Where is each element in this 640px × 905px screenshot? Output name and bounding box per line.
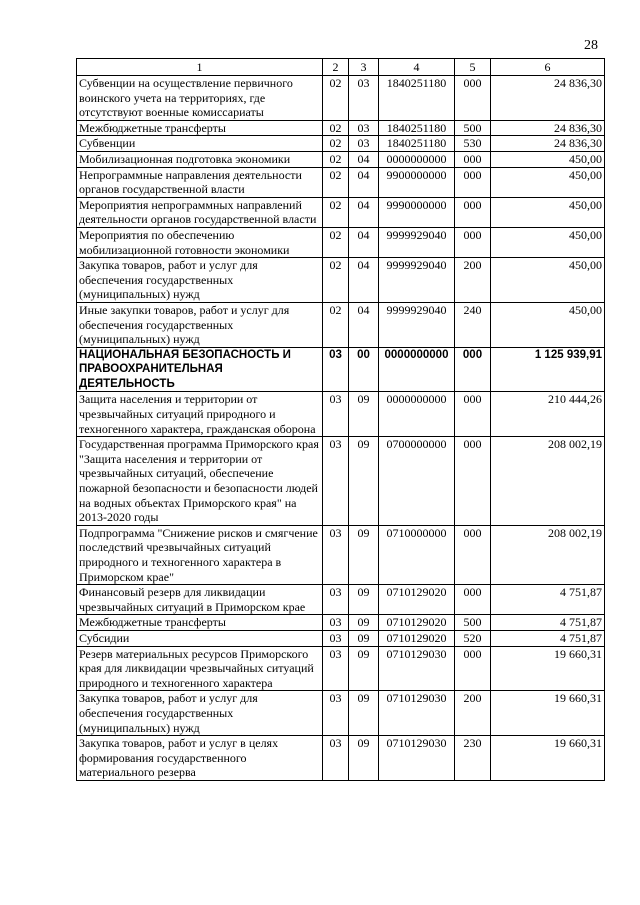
row-code-cell: 0710129030 bbox=[379, 646, 455, 691]
row-code-cell: 02 bbox=[323, 167, 349, 197]
page-number: 28 bbox=[584, 38, 598, 53]
row-code-cell: 09 bbox=[349, 525, 379, 584]
row-code-cell: 02 bbox=[323, 227, 349, 257]
row-amount-cell: 208 002,19 bbox=[491, 437, 605, 526]
row-code-cell: 0710129020 bbox=[379, 585, 455, 615]
row-code-cell: 03 bbox=[323, 392, 349, 437]
row-code-cell: 02 bbox=[323, 151, 349, 167]
table-row bbox=[77, 120, 605, 136]
row-name-cell: Закупка товаров, работ и услуг в целях формирования государственного материального резерва bbox=[77, 736, 323, 781]
row-code-cell: 1840251180 bbox=[379, 76, 455, 121]
row-code-cell: 04 bbox=[349, 227, 379, 257]
row-code-cell: 09 bbox=[349, 615, 379, 631]
table-row bbox=[77, 151, 605, 167]
row-name-cell: Межбюджетные трансферты bbox=[77, 120, 323, 136]
row-name-cell: Непрограммные направления деятельности органов государственной власти bbox=[77, 167, 323, 197]
row-amount-cell: 4 751,87 bbox=[491, 630, 605, 646]
row-code-cell: 000 bbox=[455, 227, 491, 257]
column-header: 4 bbox=[379, 59, 455, 76]
row-code-cell: 03 bbox=[349, 76, 379, 121]
row-name-cell: Межбюджетные трансферты bbox=[77, 615, 323, 631]
row-code-cell: 200 bbox=[455, 258, 491, 303]
row-code-cell: 09 bbox=[349, 691, 379, 736]
table-row bbox=[77, 585, 605, 615]
table-row bbox=[77, 392, 605, 437]
row-name-cell: Мероприятия непрограммных направлений деятельности органов государственной власти bbox=[77, 197, 323, 227]
row-code-cell: 03 bbox=[323, 646, 349, 691]
row-code-cell: 0700000000 bbox=[379, 437, 455, 526]
row-code-cell: 09 bbox=[349, 630, 379, 646]
row-code-cell: 03 bbox=[323, 691, 349, 736]
column-header: 2 bbox=[323, 59, 349, 76]
row-code-cell: 230 bbox=[455, 736, 491, 781]
row-code-cell: 09 bbox=[349, 392, 379, 437]
row-amount-cell: 24 836,30 bbox=[491, 76, 605, 121]
row-code-cell: 1840251180 bbox=[379, 136, 455, 152]
row-code-cell: 9900000000 bbox=[379, 167, 455, 197]
row-amount-cell: 19 660,31 bbox=[491, 736, 605, 781]
row-name-cell: Закупка товаров, работ и услуг для обеспечения государственных (муниципальных) нужд bbox=[77, 258, 323, 303]
row-code-cell: 04 bbox=[349, 151, 379, 167]
row-code-cell: 000 bbox=[455, 585, 491, 615]
row-name-cell: Иные закупки товаров, работ и услуг для обеспечения государственных (муниципальных) нужд bbox=[77, 302, 323, 347]
row-code-cell: 04 bbox=[349, 167, 379, 197]
table-row bbox=[77, 437, 605, 526]
table-row bbox=[77, 525, 605, 584]
row-code-cell: 530 bbox=[455, 136, 491, 152]
row-name-cell: Мобилизационная подготовка экономики bbox=[77, 151, 323, 167]
row-code-cell: 0710129030 bbox=[379, 736, 455, 781]
row-amount-cell: 19 660,31 bbox=[491, 646, 605, 691]
table-row bbox=[77, 646, 605, 691]
row-amount-cell: 24 836,30 bbox=[491, 120, 605, 136]
row-code-cell: 03 bbox=[323, 736, 349, 781]
row-code-cell: 04 bbox=[349, 302, 379, 347]
row-code-cell: 02 bbox=[323, 120, 349, 136]
row-name-cell: Субсидии bbox=[77, 630, 323, 646]
row-amount-cell: 450,00 bbox=[491, 302, 605, 347]
row-code-cell: 03 bbox=[323, 630, 349, 646]
table-row bbox=[77, 691, 605, 736]
row-code-cell: 000 bbox=[455, 347, 491, 392]
table-row bbox=[77, 76, 605, 121]
row-code-cell: 02 bbox=[323, 136, 349, 152]
row-code-cell: 02 bbox=[323, 302, 349, 347]
row-code-cell: 09 bbox=[349, 646, 379, 691]
row-code-cell: 0710000000 bbox=[379, 525, 455, 584]
row-name-cell: Мероприятия по обеспечению мобилизационной готовности экономики bbox=[77, 227, 323, 257]
row-code-cell: 0000000000 bbox=[379, 392, 455, 437]
row-code-cell: 03 bbox=[323, 615, 349, 631]
row-code-cell: 0000000000 bbox=[379, 151, 455, 167]
row-code-cell: 000 bbox=[455, 525, 491, 584]
budget-table bbox=[76, 58, 605, 781]
column-header: 1 bbox=[77, 59, 323, 76]
row-code-cell: 09 bbox=[349, 437, 379, 526]
row-code-cell: 9999929040 bbox=[379, 258, 455, 303]
table-row bbox=[77, 227, 605, 257]
row-name-cell: Подпрограмма "Снижение рисков и смягчение последствий чрезвычайных ситуаций природного и техногенного характера в Приморском крае" bbox=[77, 525, 323, 584]
row-code-cell: 04 bbox=[349, 197, 379, 227]
row-code-cell: 03 bbox=[323, 585, 349, 615]
row-amount-cell: 1 125 939,91 bbox=[491, 347, 605, 392]
row-code-cell: 00 bbox=[349, 347, 379, 392]
row-code-cell: 500 bbox=[455, 120, 491, 136]
row-name-cell: Закупка товаров, работ и услуг для обеспечения государственных (муниципальных) нужд bbox=[77, 691, 323, 736]
row-amount-cell: 450,00 bbox=[491, 151, 605, 167]
row-code-cell: 04 bbox=[349, 258, 379, 303]
row-code-cell: 000 bbox=[455, 151, 491, 167]
row-code-cell: 03 bbox=[323, 525, 349, 584]
row-amount-cell: 450,00 bbox=[491, 167, 605, 197]
table-body bbox=[77, 76, 605, 781]
row-code-cell: 0000000000 bbox=[379, 347, 455, 392]
row-name-cell: НАЦИОНАЛЬНАЯ БЕЗОПАСНОСТЬ И ПРАВООХРАНИТЕЛЬНАЯ ДЕЯТЕЛЬНОСТЬ bbox=[77, 347, 323, 392]
column-header: 5 bbox=[455, 59, 491, 76]
row-amount-cell: 4 751,87 bbox=[491, 615, 605, 631]
column-header: 6 bbox=[491, 59, 605, 76]
row-amount-cell: 19 660,31 bbox=[491, 691, 605, 736]
row-code-cell: 000 bbox=[455, 437, 491, 526]
row-code-cell: 000 bbox=[455, 392, 491, 437]
row-code-cell: 1840251180 bbox=[379, 120, 455, 136]
row-name-cell: Субвенции на осуществление первичного воинского учета на территориях, где отсутствуют военные комиссариаты bbox=[77, 76, 323, 121]
row-code-cell: 520 bbox=[455, 630, 491, 646]
row-code-cell: 0710129020 bbox=[379, 630, 455, 646]
row-code-cell: 9999929040 bbox=[379, 302, 455, 347]
row-code-cell: 03 bbox=[323, 347, 349, 392]
row-code-cell: 000 bbox=[455, 167, 491, 197]
table-row bbox=[77, 136, 605, 152]
table-row bbox=[77, 302, 605, 347]
table-row bbox=[77, 736, 605, 781]
row-amount-cell: 210 444,26 bbox=[491, 392, 605, 437]
row-code-cell: 000 bbox=[455, 197, 491, 227]
row-amount-cell: 450,00 bbox=[491, 227, 605, 257]
row-name-cell: Финансовый резерв для ликвидации чрезвычайных ситуаций в Приморском крае bbox=[77, 585, 323, 615]
row-code-cell: 03 bbox=[349, 120, 379, 136]
row-amount-cell: 24 836,30 bbox=[491, 136, 605, 152]
row-code-cell: 200 bbox=[455, 691, 491, 736]
row-name-cell: Резерв материальных ресурсов Приморского края для ликвидации чрезвычайных ситуаций природного и техногенного характера bbox=[77, 646, 323, 691]
table-row bbox=[77, 615, 605, 631]
row-amount-cell: 450,00 bbox=[491, 258, 605, 303]
row-name-cell: Государственная программа Приморского края "Защита населения и территории от чрезвычайных ситуаций, обеспечение пожарной безопасности и безопасности людей на водных объектах Приморского края" на 2013-2020 годы bbox=[77, 437, 323, 526]
row-name-cell: Защита населения и территории от чрезвычайных ситуаций природного и техногенного характера, гражданская оборона bbox=[77, 392, 323, 437]
row-code-cell: 02 bbox=[323, 197, 349, 227]
row-amount-cell: 4 751,87 bbox=[491, 585, 605, 615]
row-code-cell: 03 bbox=[349, 136, 379, 152]
row-code-cell: 03 bbox=[323, 437, 349, 526]
row-code-cell: 0710129020 bbox=[379, 615, 455, 631]
table-row bbox=[77, 167, 605, 197]
row-name-cell: Субвенции bbox=[77, 136, 323, 152]
table-row bbox=[77, 258, 605, 303]
row-code-cell: 09 bbox=[349, 736, 379, 781]
row-code-cell: 02 bbox=[323, 258, 349, 303]
row-code-cell: 500 bbox=[455, 615, 491, 631]
row-code-cell: 09 bbox=[349, 585, 379, 615]
table-row bbox=[77, 197, 605, 227]
row-code-cell: 000 bbox=[455, 646, 491, 691]
row-amount-cell: 450,00 bbox=[491, 197, 605, 227]
row-amount-cell: 208 002,19 bbox=[491, 525, 605, 584]
row-code-cell: 9999929040 bbox=[379, 227, 455, 257]
row-code-cell: 0710129030 bbox=[379, 691, 455, 736]
table-row bbox=[77, 347, 605, 392]
column-header: 3 bbox=[349, 59, 379, 76]
row-code-cell: 9990000000 bbox=[379, 197, 455, 227]
header-row bbox=[77, 59, 605, 76]
row-code-cell: 02 bbox=[323, 76, 349, 121]
row-code-cell: 240 bbox=[455, 302, 491, 347]
table-row bbox=[77, 630, 605, 646]
row-code-cell: 000 bbox=[455, 76, 491, 121]
